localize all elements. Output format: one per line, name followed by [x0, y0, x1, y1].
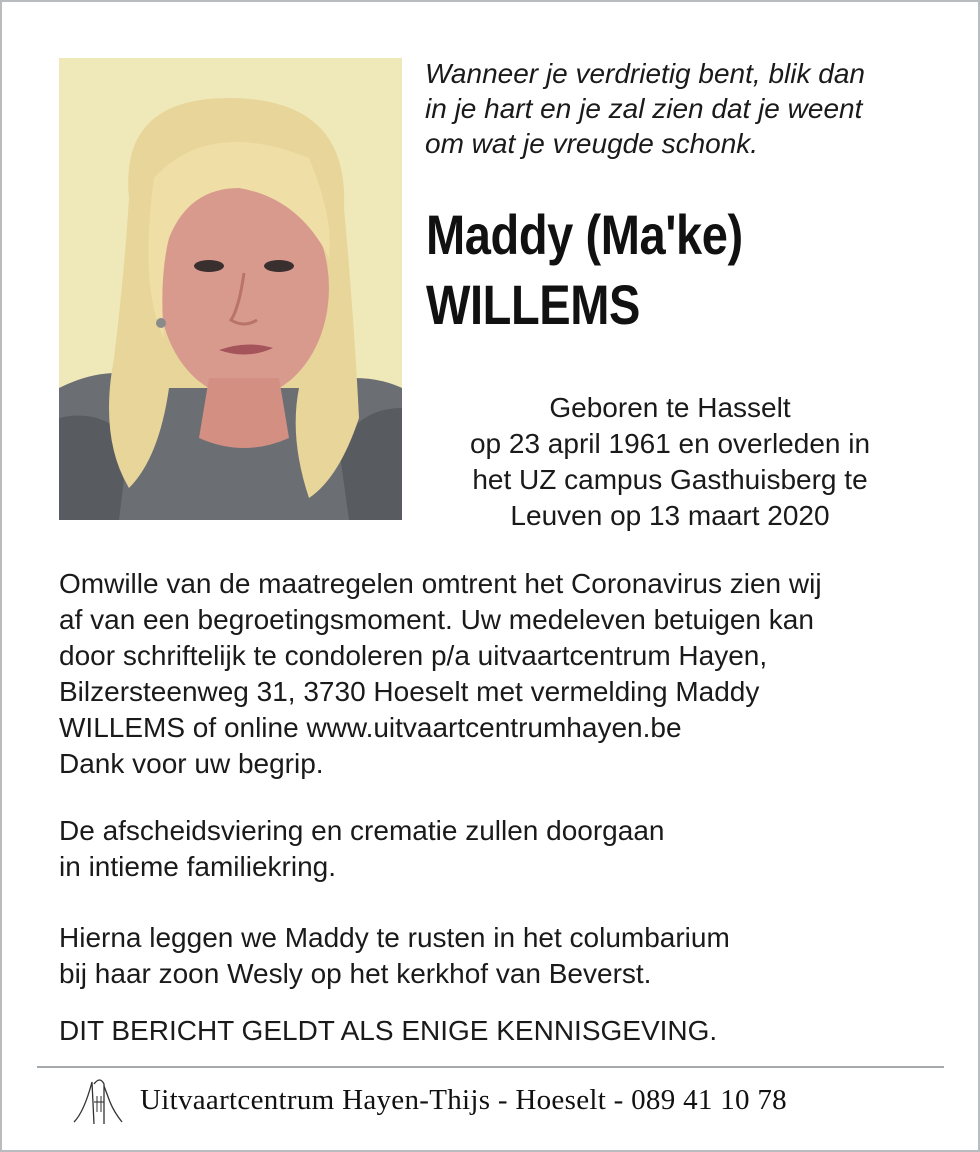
funeral-home-logo-icon	[70, 1072, 126, 1128]
deceased-last-name: WILLEMS	[426, 273, 640, 336]
paragraph-line: Bilzersteenweg 31, 3730 Hoeselt met vermelding Maddy	[59, 676, 760, 707]
epitaph-quote	[425, 56, 945, 161]
birth-death-line: op 23 april 1961 en overleden in	[469, 428, 871, 459]
paragraph-line: De afscheidsviering en crematie zullen doorgaan	[59, 815, 665, 846]
paragraph-line: door schriftelijk te condoleren p/a uitvaartcentrum Hayen,	[59, 640, 768, 671]
birth-death-details	[430, 390, 910, 534]
quote-line: Wanneer je verdrietig bent, blik dan	[425, 58, 865, 89]
birth-death-line: het UZ campus Gasthuisberg te	[472, 464, 868, 495]
paragraph-line: in intieme familiekring.	[59, 851, 336, 882]
paragraph-line: af van een begroetingsmoment. Uw medeleven betuigen kan	[59, 604, 814, 635]
deceased-name	[426, 200, 863, 340]
birth-death-line: Geboren te Hasselt	[549, 392, 791, 423]
funeral-home-contact: Uitvaartcentrum Hayen-Thijs - Hoeselt - 089 41 10 78	[140, 1083, 787, 1116]
resting-place-paragraph	[59, 920, 730, 992]
paragraph-line: bij haar zoon Wesly op het kerkhof van Beverst.	[59, 958, 652, 989]
paragraph-line: Omwille van de maatregelen omtrent het Coronavirus zien wij	[59, 568, 822, 599]
quote-line: om wat je vreugde schonk.	[425, 128, 759, 159]
deceased-first-name: Maddy (Ma'ke)	[426, 203, 743, 266]
portrait-photo	[59, 58, 402, 520]
paragraph-line: WILLEMS of online www.uitvaartcentrumhayen.be	[59, 712, 682, 743]
official-notice	[59, 1013, 717, 1049]
portrait-illustration	[59, 58, 402, 520]
ceremony-paragraph	[59, 813, 664, 885]
paragraph-line: Dank voor uw begrip.	[59, 748, 324, 779]
condolence-paragraph	[59, 566, 939, 782]
paragraph-line: DIT BERICHT GELDT ALS ENIGE KENNISGEVING.	[59, 1015, 718, 1046]
quote-line: in je hart en je zal zien dat je weent	[425, 93, 863, 124]
paragraph-line: Hierna leggen we Maddy te rusten in het columbarium	[59, 922, 730, 953]
birth-death-line: Leuven op 13 maart 2020	[510, 500, 830, 531]
footer	[70, 1072, 787, 1128]
footer-divider	[37, 1066, 944, 1068]
